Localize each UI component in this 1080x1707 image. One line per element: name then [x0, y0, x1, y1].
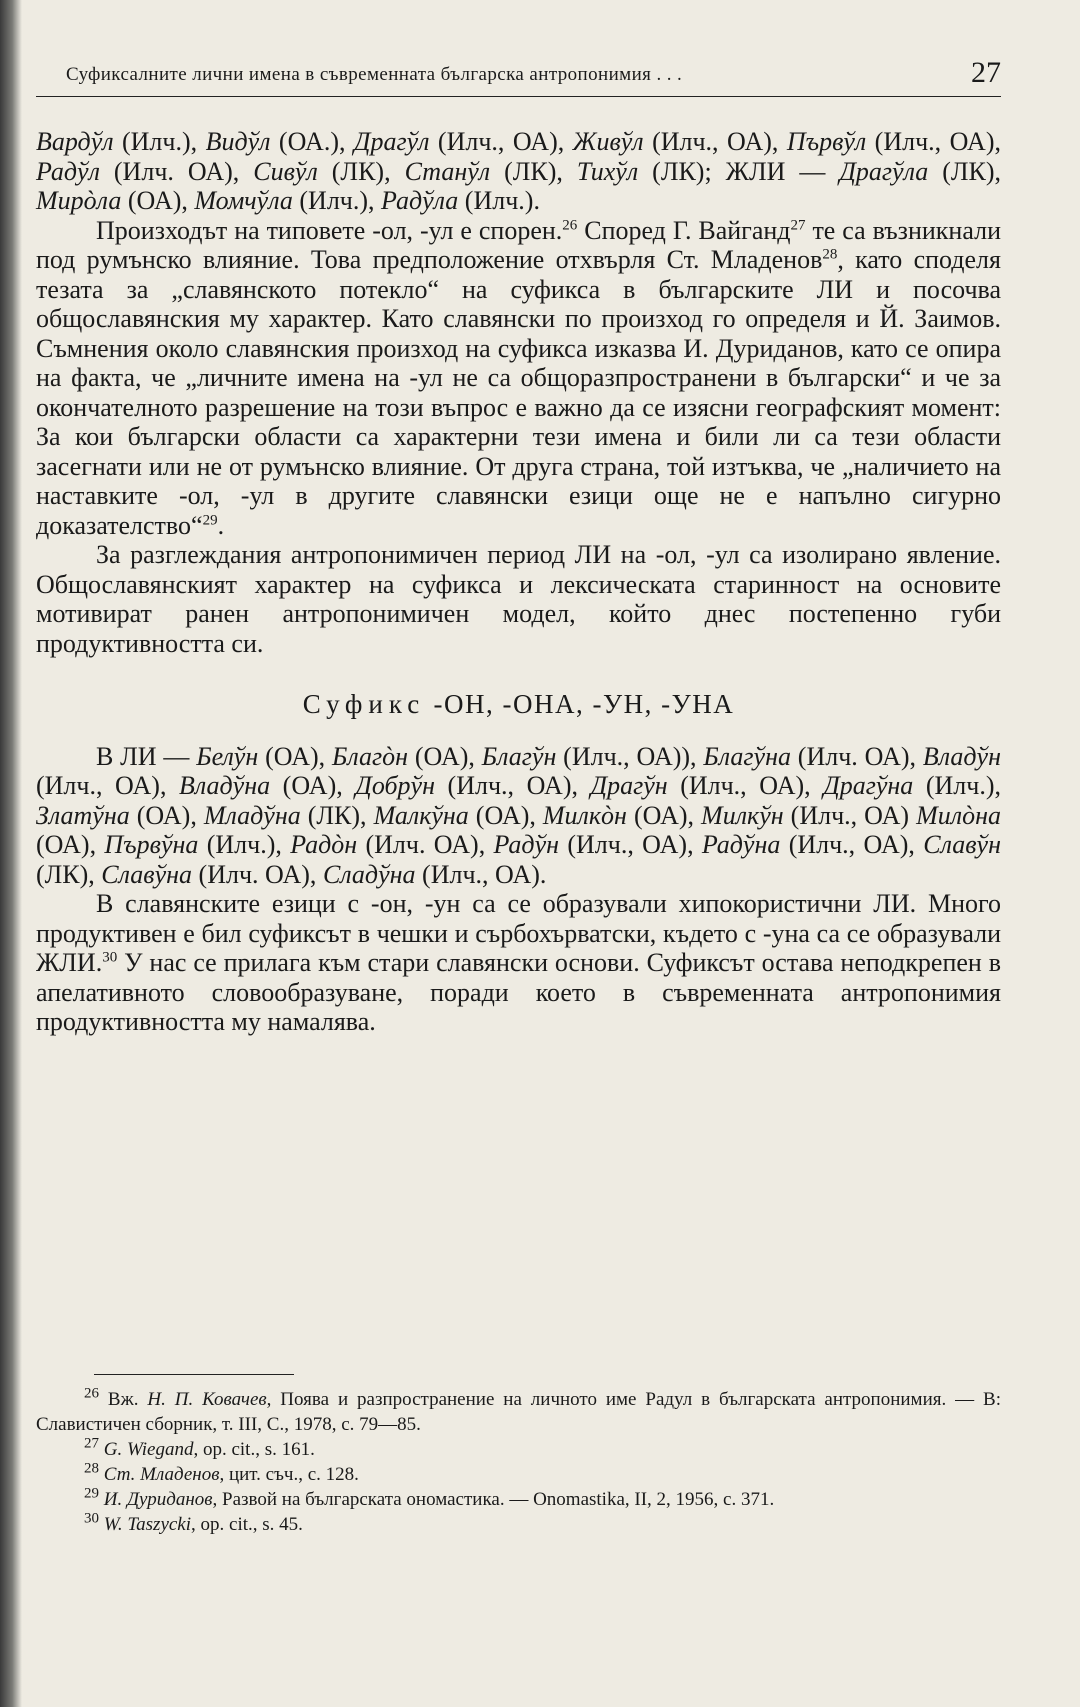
text-run: (Илч., ОА),	[559, 830, 702, 859]
footnote-ref: 30	[102, 949, 118, 966]
footnote-ref: 29	[84, 1485, 99, 1502]
text-run: (Илч.),	[198, 830, 291, 859]
italic-name: Момчўла	[194, 186, 293, 215]
italic-name: W. Taszycki	[103, 1514, 192, 1535]
text-run: (Илч., ОА)),	[556, 741, 704, 771]
italic-name: Радўл	[36, 156, 100, 186]
book-spine-shadow	[0, 0, 22, 1707]
italic-name: Драгўн	[590, 771, 668, 800]
text-run: (Илч.),	[913, 771, 1001, 800]
italic-name: Милòна	[916, 800, 1001, 830]
footnote-28	[36, 1462, 1001, 1487]
footnotes	[36, 1374, 1001, 1537]
text-run: те са възникнали под румънско влияние. Това предположение отхвърля Ст. Младенов	[36, 215, 1001, 274]
page-number: 27	[971, 56, 1001, 89]
text-run: Произходът на типовете -ол, -ул е спорен.	[96, 215, 563, 245]
text-run: (Илч., ОА),	[780, 830, 924, 859]
text-run: У нас се прилага към стари славянски основи. Суфиксът остава неподкрепен в апелативното словообразуване, поради което в съвременната антропонимия продуктивността му намалява.	[36, 948, 1001, 1036]
footnote-rule	[94, 1374, 294, 1375]
italic-name: Добрўн	[355, 771, 435, 800]
paragraph-origin-discussion	[36, 216, 1001, 541]
running-title: Суфиксалните лични имена в съвременната българска антропонимия . . .	[66, 64, 683, 85]
footnote-30	[36, 1512, 1001, 1537]
italic-name: Радòн	[290, 830, 358, 859]
section-heading-prefix: Суфикс	[302, 689, 426, 719]
italic-name: Белўн	[196, 741, 259, 771]
italic-name: Н. П. Ковачев	[147, 1389, 267, 1410]
text-run: , op. cit., s. 161.	[193, 1439, 315, 1460]
text-run: (Илч., ОА),	[435, 771, 591, 800]
footnote-ref: 29	[202, 511, 218, 528]
italic-name: Младўна	[203, 800, 301, 830]
text-run: , цит. съч., с. 128.	[219, 1464, 359, 1485]
text-run: (Илч.),	[113, 127, 206, 156]
italic-name: Владўн	[922, 741, 1001, 771]
italic-name: Владўна	[178, 771, 271, 800]
italic-name: Първўна	[104, 830, 199, 859]
paragraph-name-list-un	[36, 742, 1001, 890]
footnote-ref: 26	[84, 1385, 99, 1402]
text-run: (Илч., ОА).	[415, 859, 547, 889]
paragraph-conclusion	[36, 540, 1001, 658]
italic-name: Живўл	[572, 127, 644, 156]
footnote-27	[36, 1437, 1001, 1462]
text-run: , op. cit., s. 45.	[191, 1514, 303, 1535]
italic-name: Благòн	[331, 741, 409, 771]
italic-name: Станўл	[404, 156, 491, 186]
text-run: (ОА),	[408, 741, 482, 771]
text-run: (Илч.),	[292, 186, 382, 215]
text-run: (Илч. ОА),	[192, 859, 323, 889]
italic-name: И. Дуриданов	[103, 1489, 213, 1510]
text-run: (Илч., ОА),	[866, 127, 1001, 156]
italic-name: Благўна	[703, 741, 791, 771]
text-run: (ОА),	[121, 186, 195, 215]
footnote-26	[36, 1387, 1001, 1437]
italic-name: Драгўл	[353, 127, 430, 156]
text-run: (ОА.),	[270, 127, 354, 156]
text-run: Според Г. Вайганд	[577, 215, 791, 245]
italic-name: Сивўл	[253, 156, 318, 186]
main-text	[36, 127, 1001, 1037]
paragraph-name-list-ul	[36, 127, 1001, 216]
italic-name: Милкўн	[701, 800, 784, 830]
text-run: Вж.	[99, 1389, 148, 1410]
italic-name: Славўна	[101, 859, 193, 889]
text-run: (ЛК),	[490, 156, 577, 186]
italic-name: Малкўна	[373, 800, 469, 830]
text-run: В ЛИ —	[96, 741, 197, 771]
text-run: (ЛК),	[36, 859, 102, 889]
footnote-ref: 26	[562, 216, 578, 233]
text-run: (Илч. ОА),	[357, 830, 494, 859]
italic-name: Радўна	[701, 830, 781, 859]
italic-name: Ст. Младенов	[103, 1464, 220, 1485]
text-run: (ЛК),	[928, 156, 1002, 186]
text-run: (Илч., ОА)	[783, 800, 917, 830]
italic-name: Златўна	[36, 800, 130, 830]
text-run: (ЛК); ЖЛИ —	[638, 156, 840, 186]
italic-name: Благўн	[481, 741, 557, 771]
italic-name: Милкòн	[542, 800, 627, 830]
section-heading-suffixes: -ОН, -ОНА, -УН, -УНА	[433, 689, 735, 719]
text-run: (Илч. ОА),	[99, 156, 254, 186]
text-run: (ОА),	[258, 741, 332, 771]
text-run: , Развой на българската ономастика. — Onomastika, II, 2, 1956, с. 371.	[212, 1489, 775, 1510]
italic-name: Сладўна	[322, 859, 416, 889]
italic-name: Видўл	[205, 127, 271, 156]
text-run: (ОА),	[626, 800, 702, 830]
text-run: В славянските езици с -он, -ун са се образували хипокористични ЛИ. Много продуктивен е бил суфиксът в чешки и сърбохърватски, където с -уна са се образували ЖЛИ.	[36, 889, 1001, 977]
footnote-ref: 28	[84, 1460, 99, 1477]
text-run: , като споделя тезата за „славянското потекло“ на суфикса в българските ЛИ и посочва общославянския му характер. Като славянски по произход го определя и Й. Заимов. Съмнения около славянския произход на суфикса изказва И. Дуриданов, като се опира на факта, че „личните имена на -ул не са общоразпространени в български“ и че за окончателното разрешение на този въпрос е важно да се изясни географският момент: За кои български области са характерни тези имена и били ли са тези области засегнати или не от румънско влияние. От друга страна, той изтъква, че „наличието на наставките -ол, -ул в другите славянски езици още не е напълно сигурно доказателство“	[36, 245, 1001, 540]
italic-name: Радўн	[493, 830, 560, 859]
running-header	[36, 56, 1001, 97]
italic-name: Славўн	[923, 830, 1001, 859]
italic-name: Първўл	[786, 127, 867, 156]
text-run: .	[217, 510, 225, 540]
text-run: (Илч., ОА),	[429, 127, 573, 156]
paragraph-slavic-languages	[36, 889, 1001, 1037]
footnote-ref: 27	[790, 216, 806, 233]
italic-name: Драгўна	[823, 771, 914, 800]
text-run: (ОА),	[270, 771, 356, 800]
italic-name: Тихўл	[576, 156, 639, 186]
section-heading	[36, 690, 1001, 720]
italic-name: Вардўл	[36, 127, 114, 156]
text-run: (ЛК),	[300, 800, 374, 830]
footnote-ref: 30	[84, 1510, 99, 1527]
footnote-ref: 27	[84, 1435, 99, 1452]
text-run: За разглеждания антропонимичен период ЛИ на -ол, -ул са изолирано явление. Общославянският характер на суфикса и лексическата старинност на основите мотивират ранен антропонимичен модел, който днес постепенно губи продуктивността си.	[36, 540, 1001, 658]
text-run: (ОА),	[129, 800, 204, 830]
text-run: (Илч., ОА),	[643, 127, 787, 156]
text-run: , Поява и разпространение на личното име Радул в българската антропонимия. — В: Славистичен сборник, т. III, С., 1978, с. 79—85.	[36, 1389, 1001, 1435]
text-run: (ОА),	[468, 800, 543, 830]
italic-name: Радўла	[381, 186, 459, 215]
footnote-29	[36, 1487, 1001, 1512]
footnote-ref: 28	[822, 246, 838, 263]
text-run: (Илч. ОА),	[790, 741, 923, 771]
page-content	[36, 56, 1001, 1037]
text-run: (Илч.).	[458, 186, 540, 215]
text-run: (ОА),	[36, 830, 105, 859]
text-run: (Илч., ОА),	[667, 771, 824, 800]
italic-name: G. Wiegand	[103, 1439, 194, 1460]
text-run: (Илч., ОА),	[36, 771, 179, 800]
text-run: (ЛК),	[317, 156, 405, 186]
italic-name: Драгўла	[839, 156, 929, 186]
italic-name: Мирòла	[36, 186, 122, 215]
